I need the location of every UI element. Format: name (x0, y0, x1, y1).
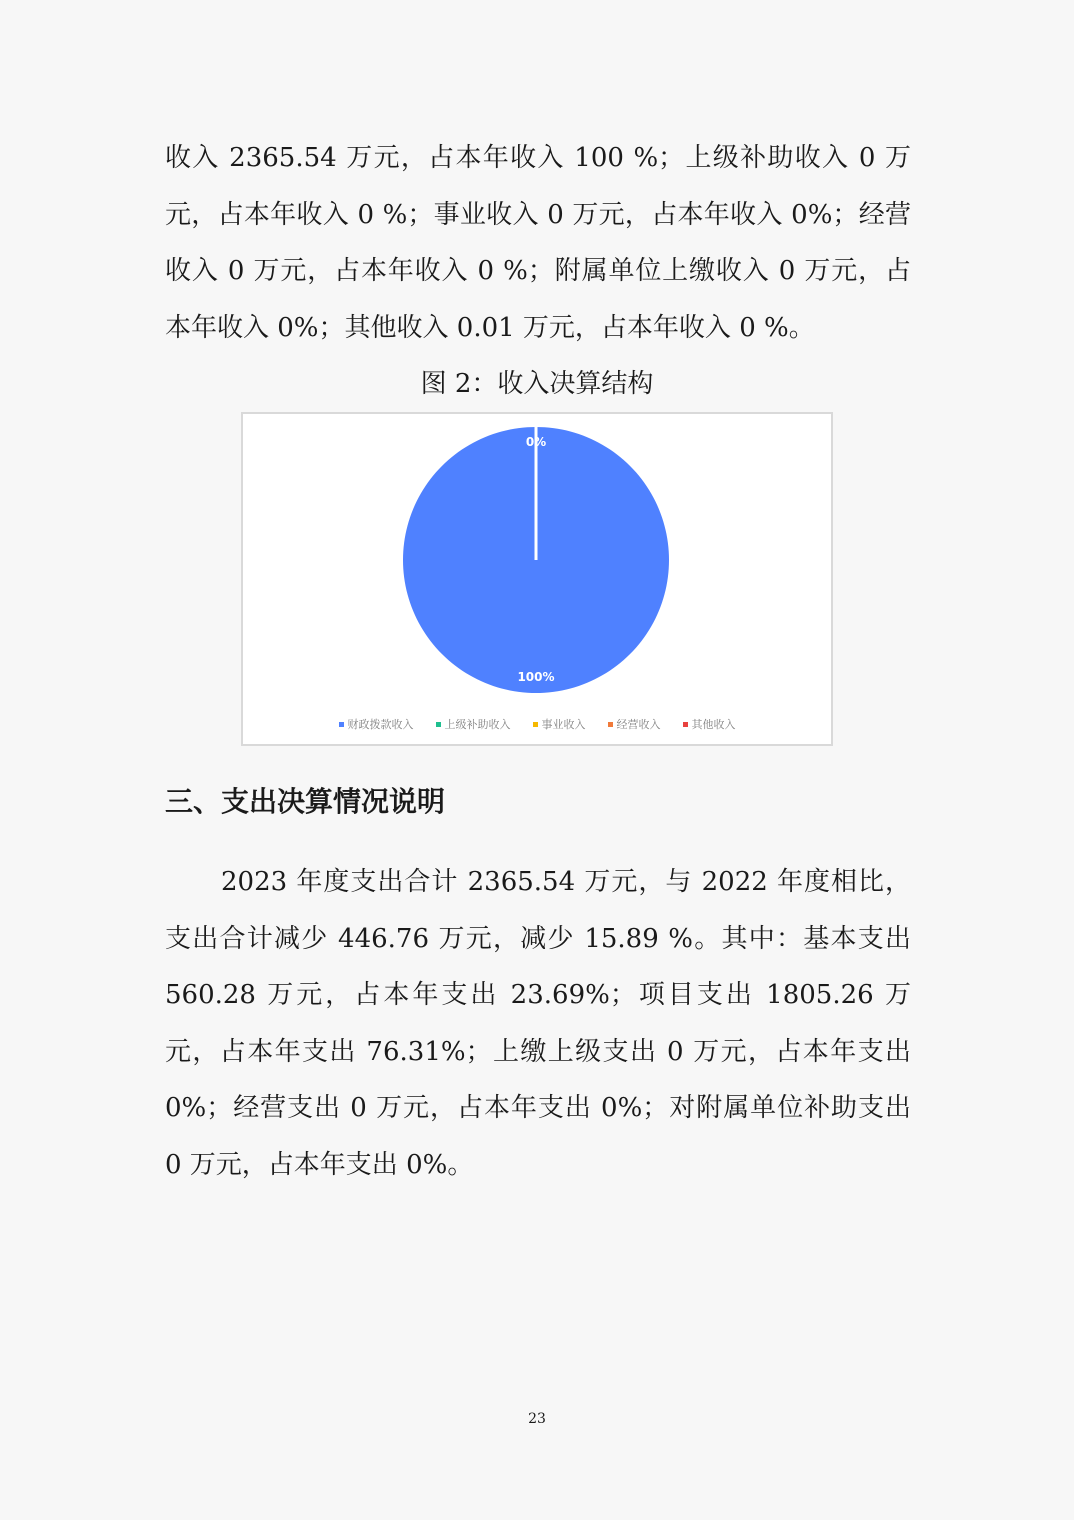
legend-swatch (339, 722, 344, 727)
legend-swatch (683, 722, 688, 727)
legend-item-0 (339, 716, 414, 732)
legend-swatch (608, 722, 613, 727)
page-number: 23 (528, 1411, 546, 1427)
income-paragraph: 收入 2365.54 万元，占本年收入 100 %；上级补助收入 0 万元，占本年收入 0 %；事业收入 0 万元，占本年收入 0%；经营收入 0 万元，占本年收入 0 %；附属单位上缴收入 0 万元，占本年收入 0%；其他收入 0.01 万元，占本年收入 0 %。 (165, 143, 911, 343)
income-structure-pie-chart (241, 412, 833, 746)
legend-swatch (533, 722, 538, 727)
pie-chart-canvas (243, 414, 831, 744)
legend-label: 其他收入 (691, 718, 736, 731)
legend-label: 上级补助收入 (444, 718, 511, 731)
chart-legend (243, 716, 831, 732)
legend-swatch (436, 722, 441, 727)
data-label-4: 0% (525, 435, 547, 449)
legend-item-1 (436, 716, 511, 732)
section-heading: 三、支出决算情况说明 (165, 785, 446, 818)
legend-item-3 (608, 716, 661, 732)
legend-label: 事业收入 (541, 718, 586, 731)
legend-label: 经营收入 (616, 718, 661, 731)
expenditure-paragraph: 2023 年度支出合计 2365.54 万元，与 2022 年度相比，支出合计减少 446.76 万元，减少 15.89 %。其中：基本支出 560.28 万元，占本年支出 23.69%；项目支出 1805.26 万元，占本年支出 76.31%；上缴上级支出 0 万元，占本年支出 0%；经营支出 0 万元，占本年支出 0%；对附属单位补助支出 0 万元，占本年支出 0%。 (165, 867, 911, 1180)
figure-caption: 图 2：收入决算结构 (420, 369, 654, 399)
legend-item-2 (533, 716, 586, 732)
data-label-0: 100% (517, 670, 555, 684)
legend-label: 财政拨款收入 (347, 718, 414, 731)
legend-item-4 (683, 716, 736, 732)
